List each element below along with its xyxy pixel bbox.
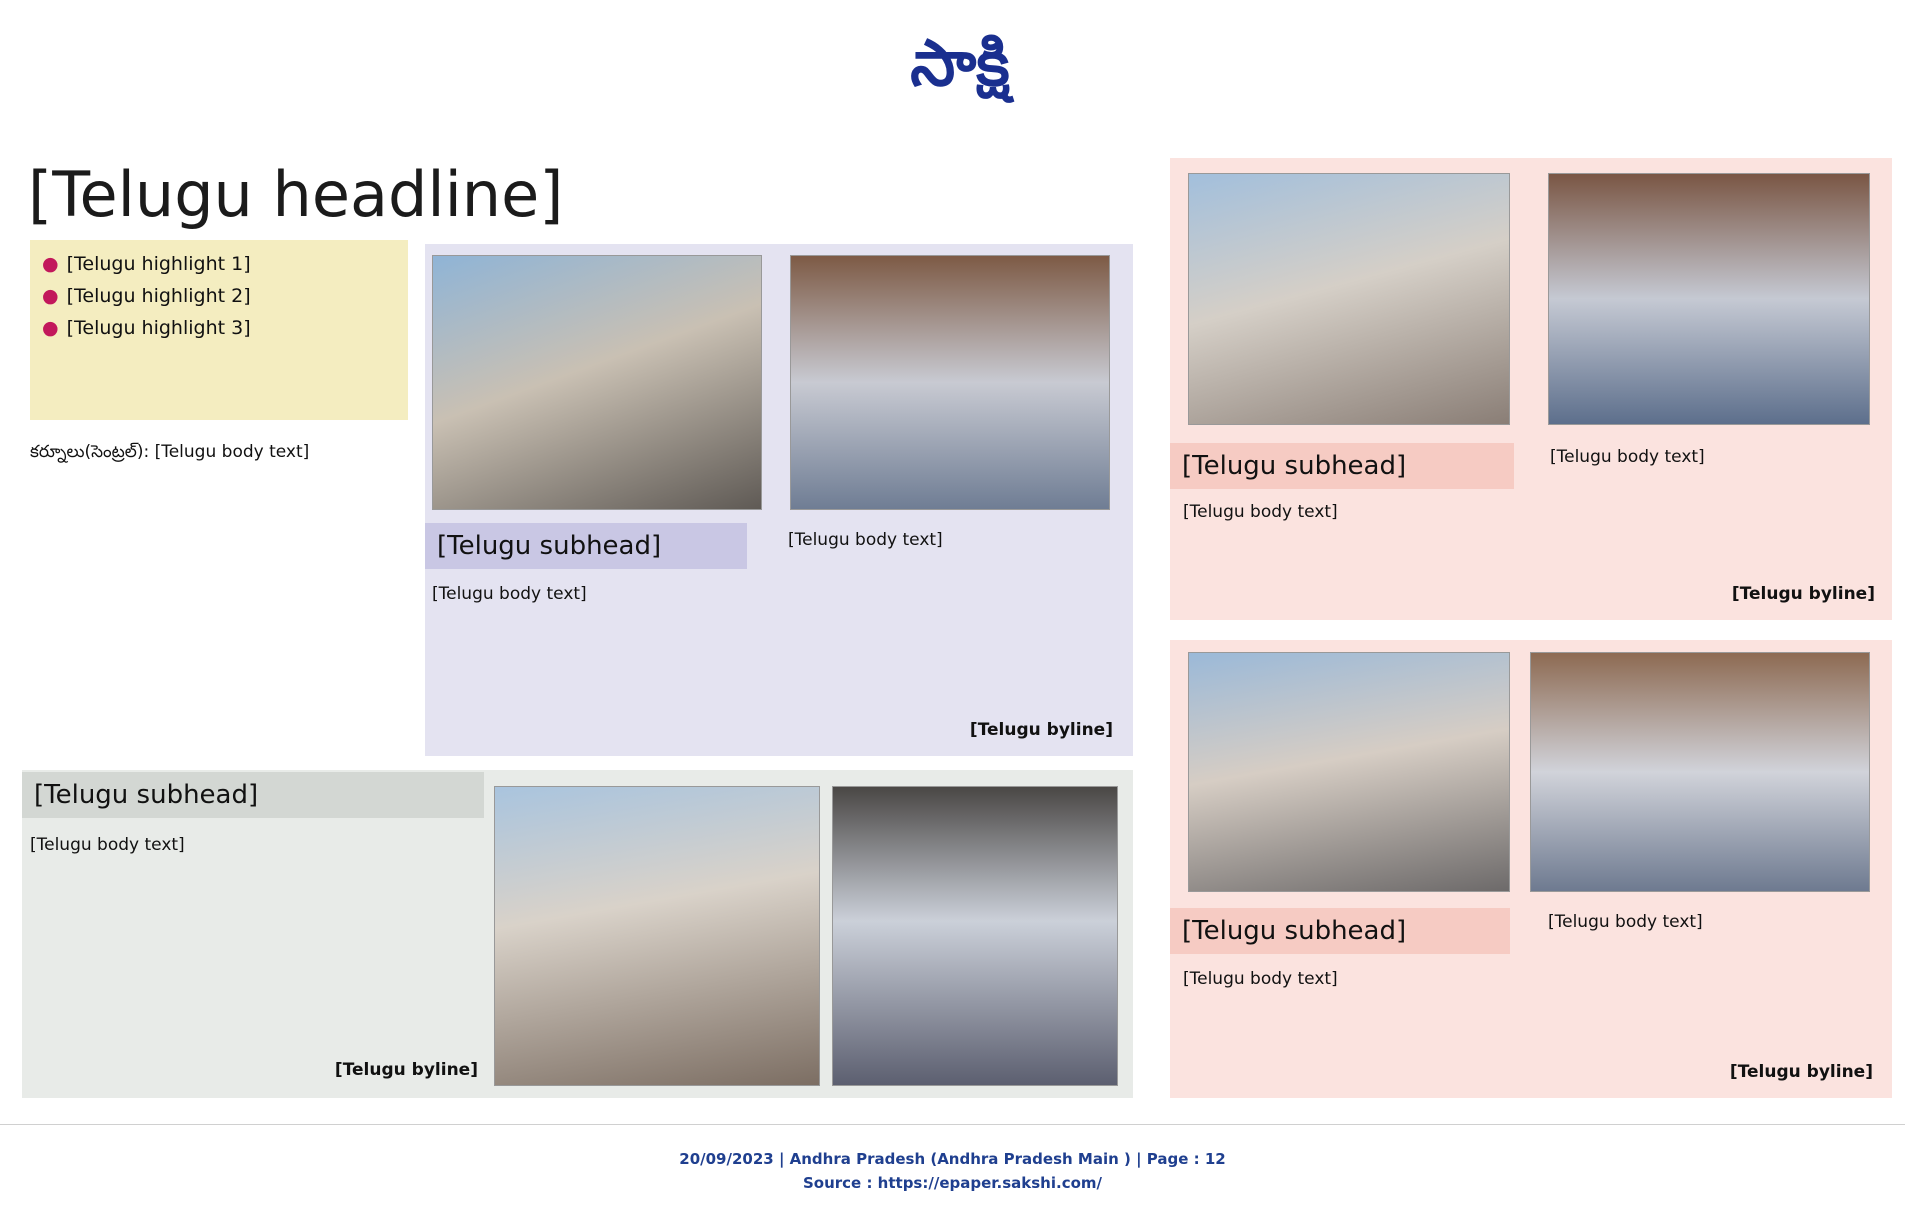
bullet-icon: ● (42, 317, 59, 339)
story1-col1: [Telugu body text] (432, 584, 587, 604)
story4-signature: [Telugu byline] (1729, 1062, 1873, 1082)
story1-col2: [Telugu body text] (788, 530, 943, 550)
story3-subhead: [Telugu subhead] (1170, 443, 1514, 489)
story2-photo-right (832, 786, 1118, 1086)
highlight-item: ● [Telugu highlight 2] (42, 285, 251, 307)
story1-photo-right (790, 255, 1110, 510)
footer-source-link[interactable]: Source : https://epaper.sakshi.com/ (802, 1174, 1102, 1192)
footer-edition-info: 20/09/2023 | Andhra Pradesh (Andhra Pradesh Main ) | Page : 12 (679, 1150, 1226, 1168)
page-headline: [Telugu headline] (28, 158, 564, 231)
highlights-box (30, 240, 408, 420)
story4-photo-left (1188, 652, 1510, 892)
story2-text: [Telugu body text] (30, 835, 185, 855)
story4-subhead: [Telugu subhead] (1170, 908, 1510, 954)
story1-signature: [Telugu byline] (969, 720, 1113, 740)
story3-photo-right (1548, 173, 1870, 425)
masthead-logo: సాక్షి (910, 27, 1010, 101)
bullet-icon: ● (42, 285, 59, 307)
lead-story-text: కర్నూలు(సెంట్రల్): [Telugu body text] (30, 442, 310, 462)
highlight-item: ● [Telugu highlight 1] (42, 253, 251, 275)
story3-col1: [Telugu body text] (1183, 502, 1338, 522)
story2-subhead: [Telugu subhead] (22, 772, 484, 818)
story4-photo-right (1530, 652, 1870, 892)
story2-photo-left (494, 786, 820, 1086)
story2-signature: [Telugu byline] (334, 1060, 478, 1080)
story4-col1: [Telugu body text] (1183, 969, 1338, 989)
story4-col2: [Telugu body text] (1548, 912, 1703, 932)
story3-col2: [Telugu body text] (1550, 447, 1705, 467)
story3-signature: [Telugu byline] (1731, 584, 1875, 604)
story3-photo-left (1188, 173, 1510, 425)
bullet-icon: ● (42, 253, 59, 275)
highlight-item: ● [Telugu highlight 3] (42, 317, 251, 339)
story1-subhead: [Telugu subhead] (425, 523, 747, 569)
story1-photo-left (432, 255, 762, 510)
footer-divider (0, 1124, 1905, 1125)
